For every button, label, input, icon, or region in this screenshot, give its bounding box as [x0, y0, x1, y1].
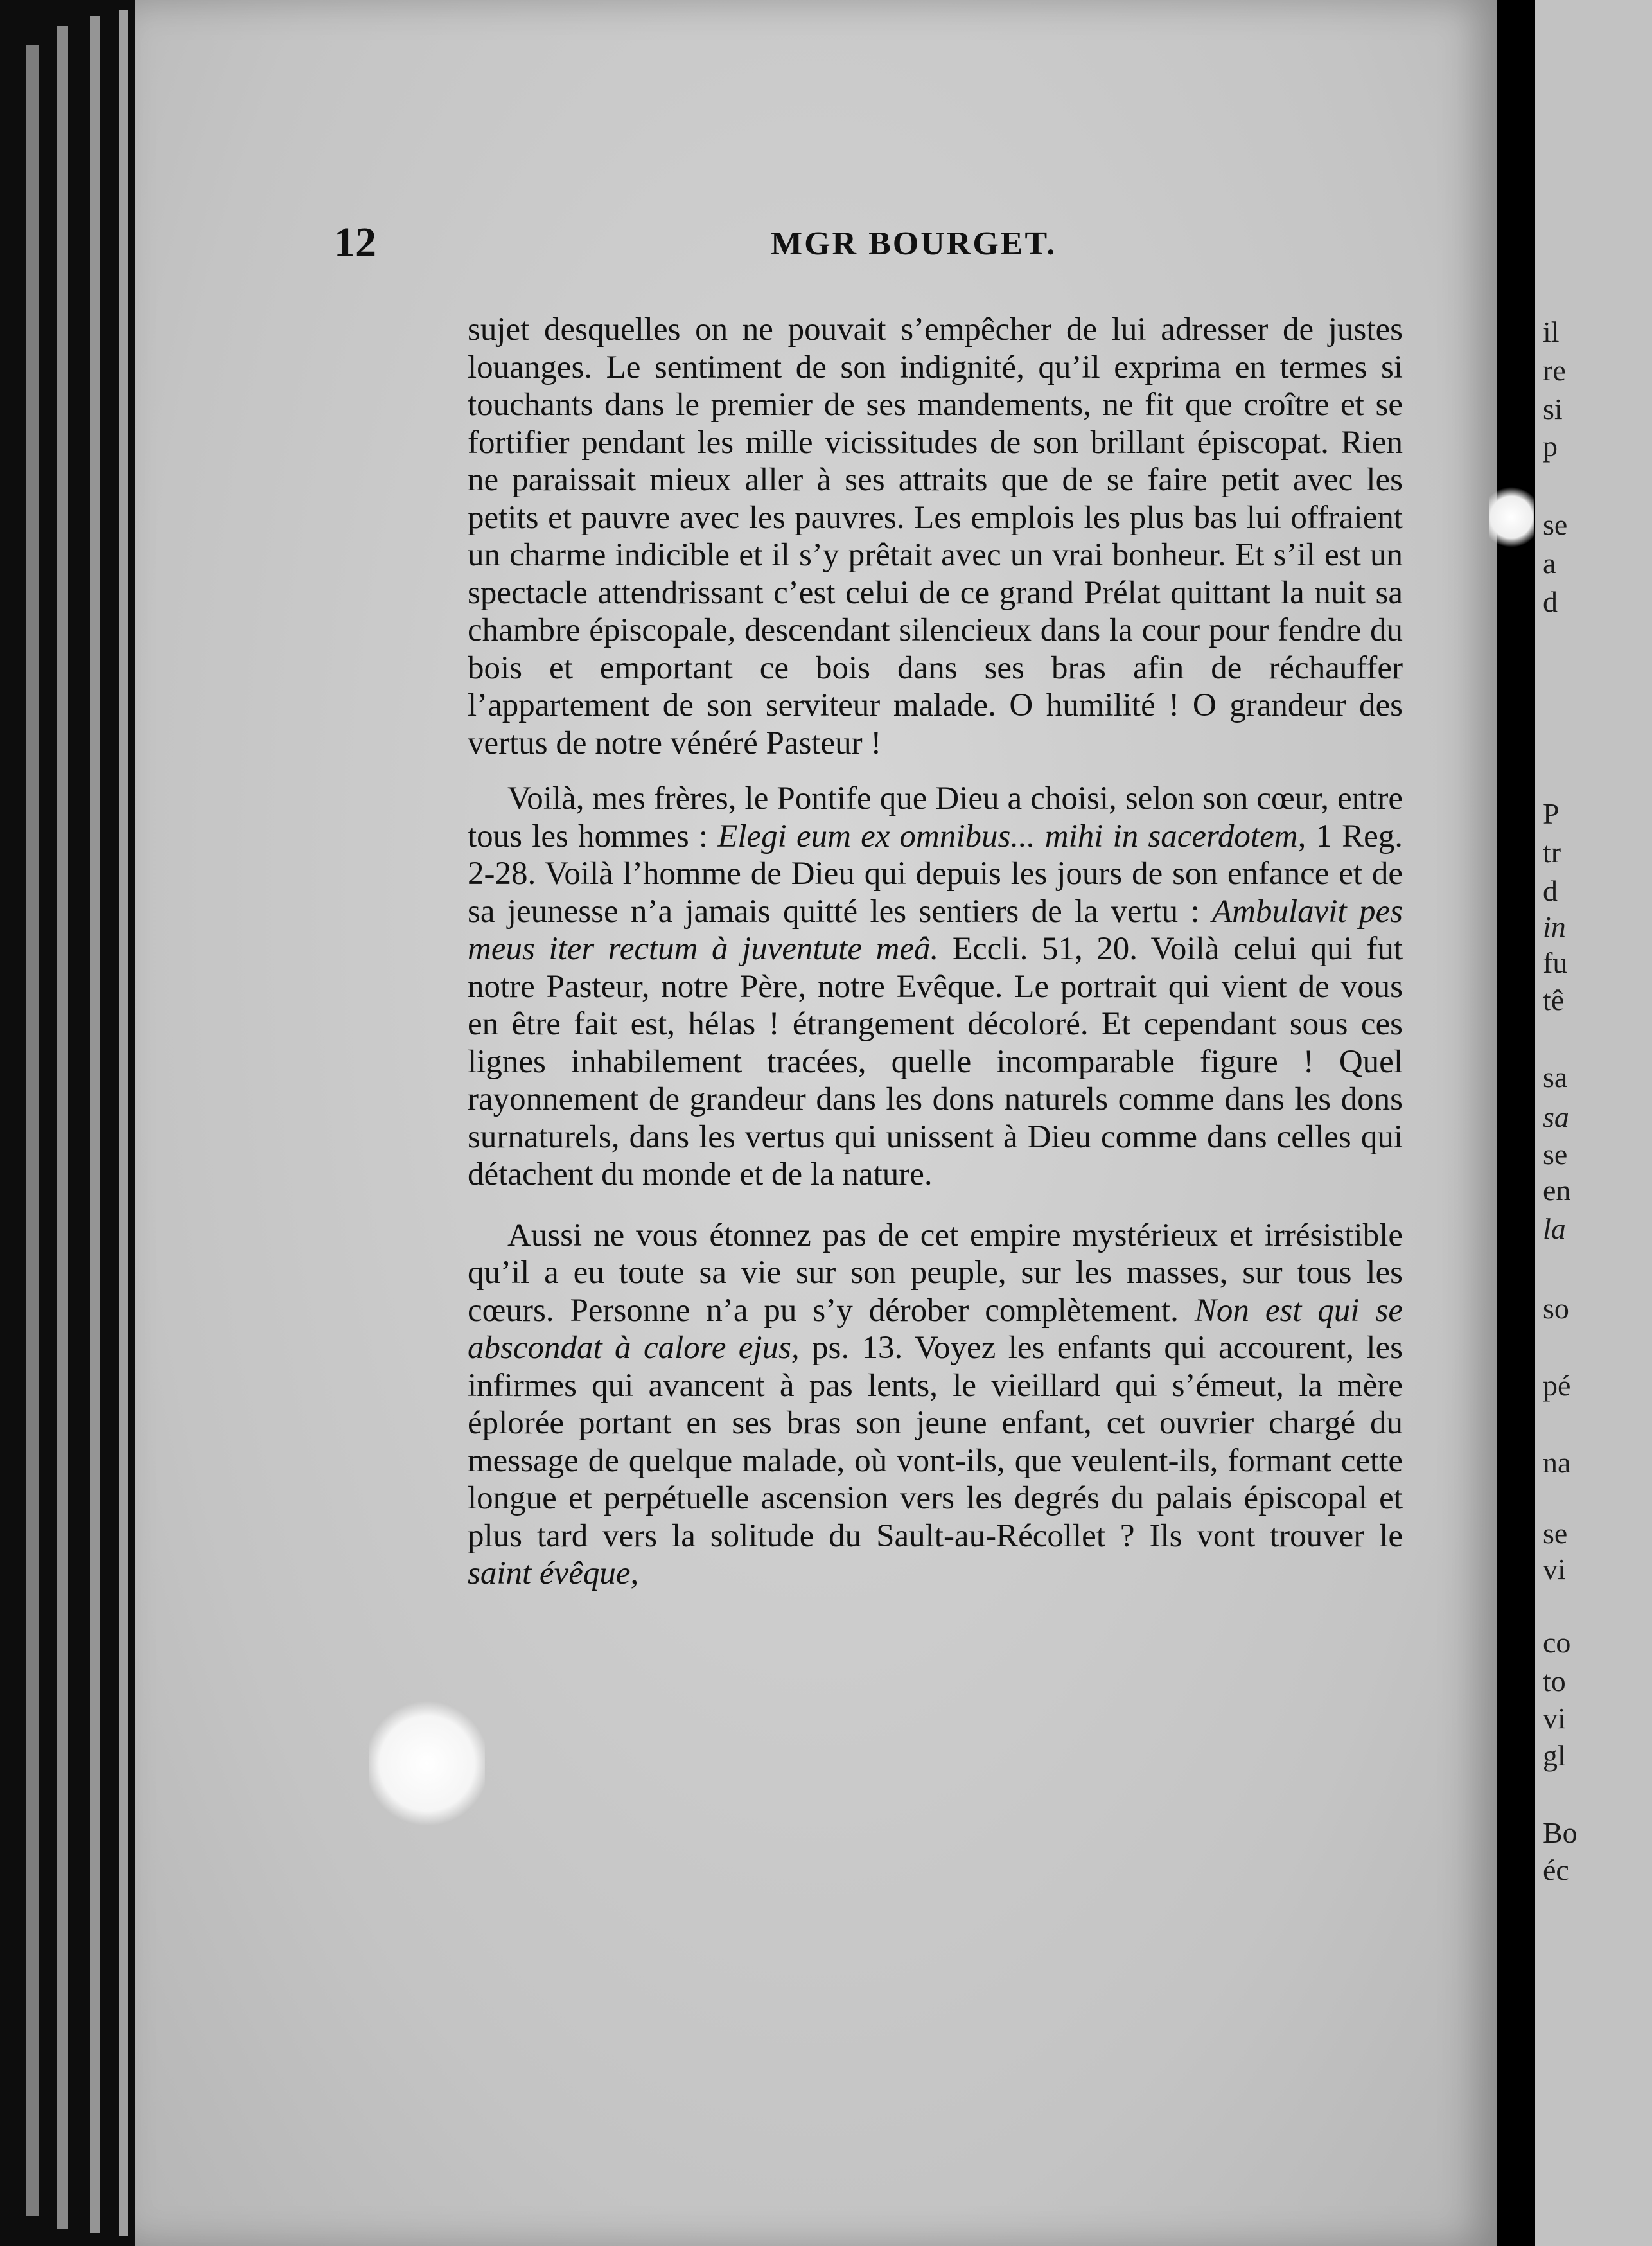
facing-fragment: tr	[1543, 836, 1561, 869]
facing-fragment: in	[1543, 910, 1566, 943]
facing-fragment: Bo	[1543, 1816, 1577, 1849]
page-edge	[26, 45, 39, 2216]
facing-fragment: en	[1543, 1174, 1571, 1207]
facing-fragment: d	[1543, 874, 1558, 907]
latin-quote: Elegi eum ex omnibus... mihi in sacerdotem,	[717, 818, 1306, 854]
facing-fragment: éc	[1543, 1853, 1569, 1886]
book-gutter	[1497, 0, 1535, 2246]
facing-fragment: pé	[1543, 1369, 1571, 1402]
latin-quote: Ambulavit pes meus iter rectum à juventute meâ.	[468, 893, 1403, 967]
text-run: ,	[630, 1555, 639, 1591]
latin-quote: Non est qui se abscondat à calore ejus,	[468, 1292, 1403, 1366]
facing-fragment: se	[1543, 508, 1568, 541]
body-text	[468, 311, 1403, 1593]
text-run: 1 Reg. 2-28. Voilà l’homme de Dieu qui depuis les jours de son enfance et de sa jeunesse n’a jamais quitté les sentiers de la vertu :	[468, 818, 1403, 930]
facing-fragment: co	[1543, 1626, 1571, 1659]
facing-fragment: tê	[1543, 984, 1565, 1016]
paper-blemish	[1489, 482, 1534, 553]
text-run: Voilà, mes frères, le Pontife que Dieu a choisi, selon son cœur, entre tous les hommes :	[468, 781, 1403, 854]
text-run: Aussi ne vous étonnez pas de cet empire mystérieux et irrésistible qu’il a eu toute sa vie sur son peuple, sur les masses, sur tous les cœurs. Personne n’a pu s’y dérober complètement.	[468, 1217, 1403, 1329]
facing-fragment: sa	[1543, 1101, 1569, 1133]
facing-fragment: la	[1543, 1212, 1566, 1245]
running-title: MGR BOURGET.	[771, 225, 1057, 262]
text-run: Eccli. 51, 20. Voilà celui qui fut notre Pasteur, notre Père, notre Evêque. Le portrait qui vient de vous en être fait est, hélas ! étrangement décoloré. Et cependant sous ces lignes inhabilement tracées, quelle incomparable figure ! Quel rayonnement de grandeur dans les dons naturels comme dans les dons surnaturels, dans les vertus qui unissent à Dieu comme dans celles qui détachent du monde et de la nature.	[468, 931, 1403, 1192]
facing-fragment: sa	[1543, 1061, 1568, 1093]
facing-fragment: fu	[1543, 946, 1568, 979]
page-edge	[57, 26, 68, 2229]
facing-page-fragment	[1535, 0, 1652, 2246]
facing-fragment: so	[1543, 1292, 1569, 1325]
paragraph-3	[468, 1217, 1403, 1593]
facing-fragment: P	[1543, 797, 1560, 830]
page-edge	[119, 10, 128, 2236]
facing-fragment: d	[1543, 585, 1558, 618]
page-number: 12	[334, 219, 376, 266]
facing-fragment: si	[1543, 393, 1563, 425]
facing-fragment: p	[1543, 430, 1558, 463]
italic-phrase: saint évêque	[468, 1555, 631, 1591]
facing-fragment: re	[1543, 354, 1566, 387]
facing-fragment: a	[1543, 547, 1556, 579]
running-head	[334, 218, 1400, 276]
paragraph-2	[468, 780, 1403, 1194]
facing-fragment: se	[1543, 1138, 1568, 1171]
facing-fragment: vi	[1543, 1553, 1566, 1586]
paper-blemish	[369, 1699, 485, 1828]
facing-fragment: il	[1543, 315, 1560, 348]
facing-fragment: na	[1543, 1446, 1571, 1479]
facing-fragment: vi	[1543, 1702, 1566, 1735]
facing-fragment: se	[1543, 1517, 1568, 1550]
text-run: ps. 13. Voyez les enfants qui accourent, les infirmes qui avancent à pas lents, le vieillard qui s’émeut, la mère éplorée portant en ses bras son jeune enfant, cet ouvrier chargé du message de quelque malade, où vont-ils, que veulent-ils, formant cette longue et perpétuelle ascension vers les degrés du palais épiscopal et plus tard vers la solitude du Sault-au-Récollet ? Ils vont trouver le	[468, 1330, 1403, 1554]
facing-fragment: to	[1543, 1665, 1566, 1697]
facing-fragment: gl	[1543, 1739, 1566, 1772]
paragraph-1: sujet desquelles on ne pouvait s’empêcher de lui adresser de justes louanges. Le sentiment de son indignité, qu’il exprima en termes si touchants dans le premier de ses mandements, ne fit que croître et se fortifier pendant les mille vicissitudes de son brillant épiscopat. Rien ne paraissait mieux aller à ses attraits que de se faire petit avec les petits et pauvre avec les pauvres. Les emplois les plus bas lui offraient un charme indicible et il s’y prêtait avec un vrai bonheur. Et s’il est un spectacle attendrissant c’est celui de ce grand Prélat quittant la nuit sa chambre épiscopale, descendant silencieux dans la cour pour fendre du bois et emportant ce bois dans ses bras afin de réchauffer l’appartement de son serviteur malade. O humilité ! O grandeur des vertus de notre vénéré Pasteur !	[468, 312, 1403, 761]
page-edge	[90, 16, 100, 2233]
